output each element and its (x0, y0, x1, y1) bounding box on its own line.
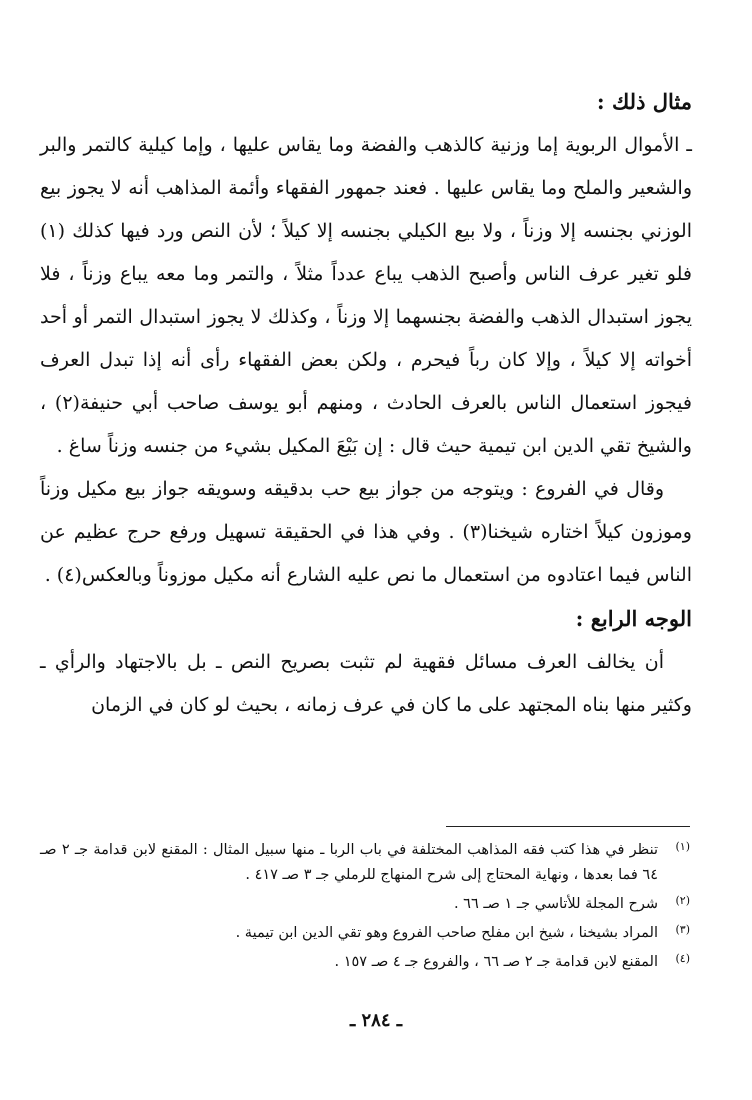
paragraph-ribawi-goods: ـ الأموال الربوية إما وزنية كالذهب والفضة وما يقاس عليها ، وإما كيلية كالتمر والبر والشعير والملح وما يقاس عليها . فعند جمهور الفقهاء وأئمة المذاهب أنه لا يجوز بيع الوزني بجنسه إلا وزناً ، ولا بيع الكيلي بجنسه إلا كيلاً ؛ لأن النص ورد فيها كذلك (١) فلو تغير عرف الناس وأصبح الذهب يباع عدداً مثلاً ، والتمر وما معه يباع وزناً ، فلا يجوز استبدال الذهب والفضة بجنسهما إلا وزناً ، وكذلك لا يجوز استبدال التمر أو أحد أخواته إلا كيلاً ، وإلا كان رباً فيحرم ، ولكن بعض الفقهاء رأى أنه إذا تبدل العرف فيجوز استعمال الناس بالعرف الحادث ، ومنهم أبو يوسف صاحب أبي حنيفة(٢) ، والشيخ تقي الدين ابن تيمية حيث قال : إن بَيْعَ المكيل بشيء من جنسه وزناً ساغ . (40, 134, 692, 457)
footnote-1 (40, 838, 690, 888)
footnote-4 (40, 950, 690, 975)
footnote-text: شرح المجلة للأتاسي جـ ١ صـ ٦٦ . (453, 896, 658, 912)
paragraph-furu-quote: وقال في الفروع : ويتوجه من جواز بيع حب بدقيقه وسويقه جواز بيع مكيل وزناً وموزون كيلاً اختاره شيخنا(٣) . وفي هذا في الحقيقة تسهيل ورفع حرج عظيم عن الناس فيما اعتادوه من استعمال ما نص عليه الشارع أنه مكيل موزوناً وبالعكس(٤) . (40, 478, 692, 586)
footnote-text: تنظر في هذا كتب فقه المذاهب المختلفة في باب الربا ـ منها سبيل المثال : المقنع لابن قدامة جـ ٢ صـ ٦٤ فما بعدها ، ونهاية المحتاج إلى شرح المنهاج للرملي جـ ٣ صـ ٤١٧ . (40, 842, 658, 883)
footnote-separator (446, 826, 690, 827)
footnotes (40, 838, 690, 979)
footnote-2 (40, 892, 690, 917)
footnote-number: (١) (675, 840, 690, 853)
page-number: ـ ٢٨٤ ـ (349, 1010, 403, 1031)
footnote-text: المقنع لابن قدامة جـ ٢ صـ ٦٦ ، والفروع جـ ٤ صـ ١٥٧ . (334, 954, 658, 970)
section-heading-fourth-aspect: الوجه الرابع : (575, 606, 692, 631)
footnote-text: المراد بشيخنا ، شيخ ابن مفلح صاحب الفروع وهو تقي الدين ابن تيمية . (235, 925, 658, 941)
footnote-number: (٣) (675, 923, 690, 936)
footnote-number: (٤) (675, 952, 690, 965)
footnote-number: (٢) (675, 894, 690, 907)
main-text (40, 82, 692, 727)
footnote-3 (40, 921, 690, 946)
section-heading-example: مثال ذلك : (596, 89, 692, 114)
paragraph-fourth-aspect: أن يخالف العرف مسائل فقهية لم تثبت بصريح النص ـ بل بالاجتهاد والرأي ـ وكثير منها بناه المجتهد على ما كان في عرف زمانه ، بحيث لو كان في الزمان (40, 651, 692, 716)
